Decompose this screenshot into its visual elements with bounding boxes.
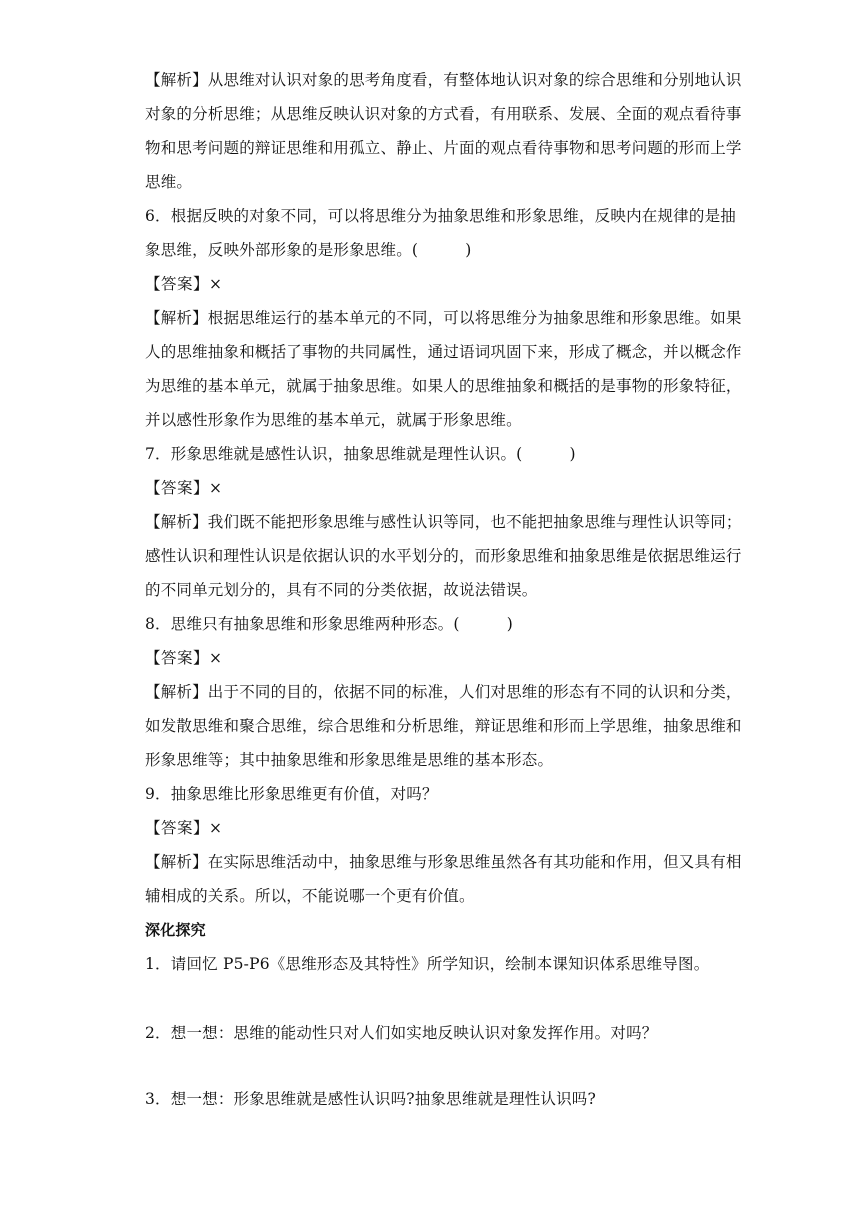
analysis-9-cont: 辅相成的关系。所以，不能说哪一个更有价值。 xyxy=(145,887,475,905)
inquiry-1: 1．请回忆 P5-P6《思维形态及其特性》所学知识，绘制本课知识体系思维导图。 xyxy=(145,955,710,973)
analysis-8: 【解析】出于不同的目的，依据不同的标准，人们对思维的形态有不同的认识和分类， xyxy=(145,683,742,701)
analysis-line: 对象的分析思维；从思维反映认识对象的方式看，有用联系、发展、全面的观点看待事 xyxy=(145,105,742,123)
analysis-7-cont: 感性认识和理性认识是依据认识的水平划分的，而形象思维和抽象思维是依据思维运行 xyxy=(145,547,742,565)
answer-7: 【答案】× xyxy=(145,479,223,497)
question-6: 6．根据反映的对象不同，可以将思维分为抽象思维和形象思维，反映内在规律的是抽 xyxy=(145,207,736,225)
analysis-7-cont: 的不同单元划分的，具有不同的分类依据，故说法错误。 xyxy=(145,581,538,599)
analysis-6-cont: 为思维的基本单元，就属于抽象思维。如果人的思维抽象和概括的是事物的形象特征， xyxy=(145,377,742,395)
question-6-cont: 象思维，反映外部形象的是形象思维。( ) xyxy=(145,241,472,259)
analysis-8-cont: 形象思维等；其中抽象思维和形象思维是思维的基本形态。 xyxy=(145,751,554,769)
analysis-9: 【解析】在实际思维活动中，抽象思维与形象思维虽然各有其功能和作用，但又具有相 xyxy=(145,853,742,871)
section-heading: 深化探究 xyxy=(145,921,206,939)
answer-6: 【答案】× xyxy=(145,275,223,293)
analysis-line: 【解析】从思维对认识对象的思考角度看，有整体地认识对象的综合思维和分别地认识 xyxy=(145,71,742,89)
inquiry-2: 2．想一想：思维的能动性只对人们如实地反映认识对象发挥作用。对吗？ xyxy=(145,1024,658,1042)
analysis-line: 物和思考问题的辩证思维和用孤立、静止、片面的观点看待事物和思考问题的形而上学 xyxy=(145,139,742,157)
analysis-6-cont: 人的思维抽象和概括了事物的共同属性，通过语词巩固下来，形成了概念，并以概念作 xyxy=(145,343,742,361)
answer-8: 【答案】× xyxy=(145,649,223,667)
analysis-8-cont: 如发散思维和聚合思维，综合思维和分析思维，辩证思维和形而上学思维，抽象思维和 xyxy=(145,717,742,735)
answer-9: 【答案】× xyxy=(145,819,223,837)
analysis-7: 【解析】我们既不能把形象思维与感性认识等同，也不能把抽象思维与理性认识等同； xyxy=(145,513,742,531)
inquiry-3: 3．想一想：形象思维就是感性认识吗?抽象思维就是理性认识吗? xyxy=(145,1090,596,1108)
analysis-6: 【解析】根据思维运行的基本单元的不同，可以将思维分为抽象思维和形象思维。如果 xyxy=(145,309,742,327)
question-8: 8．思维只有抽象思维和形象思维两种形态。( ) xyxy=(145,615,513,633)
question-7: 7．形象思维就是感性认识，抽象思维就是理性认识。( ) xyxy=(145,445,576,463)
question-9: 9．抽象思维比形象思维更有价值，对吗？ xyxy=(145,785,438,803)
analysis-6-cont: 并以感性形象作为思维的基本单元，就属于形象思维。 xyxy=(145,411,522,429)
analysis-line: 思维。 xyxy=(145,173,193,191)
